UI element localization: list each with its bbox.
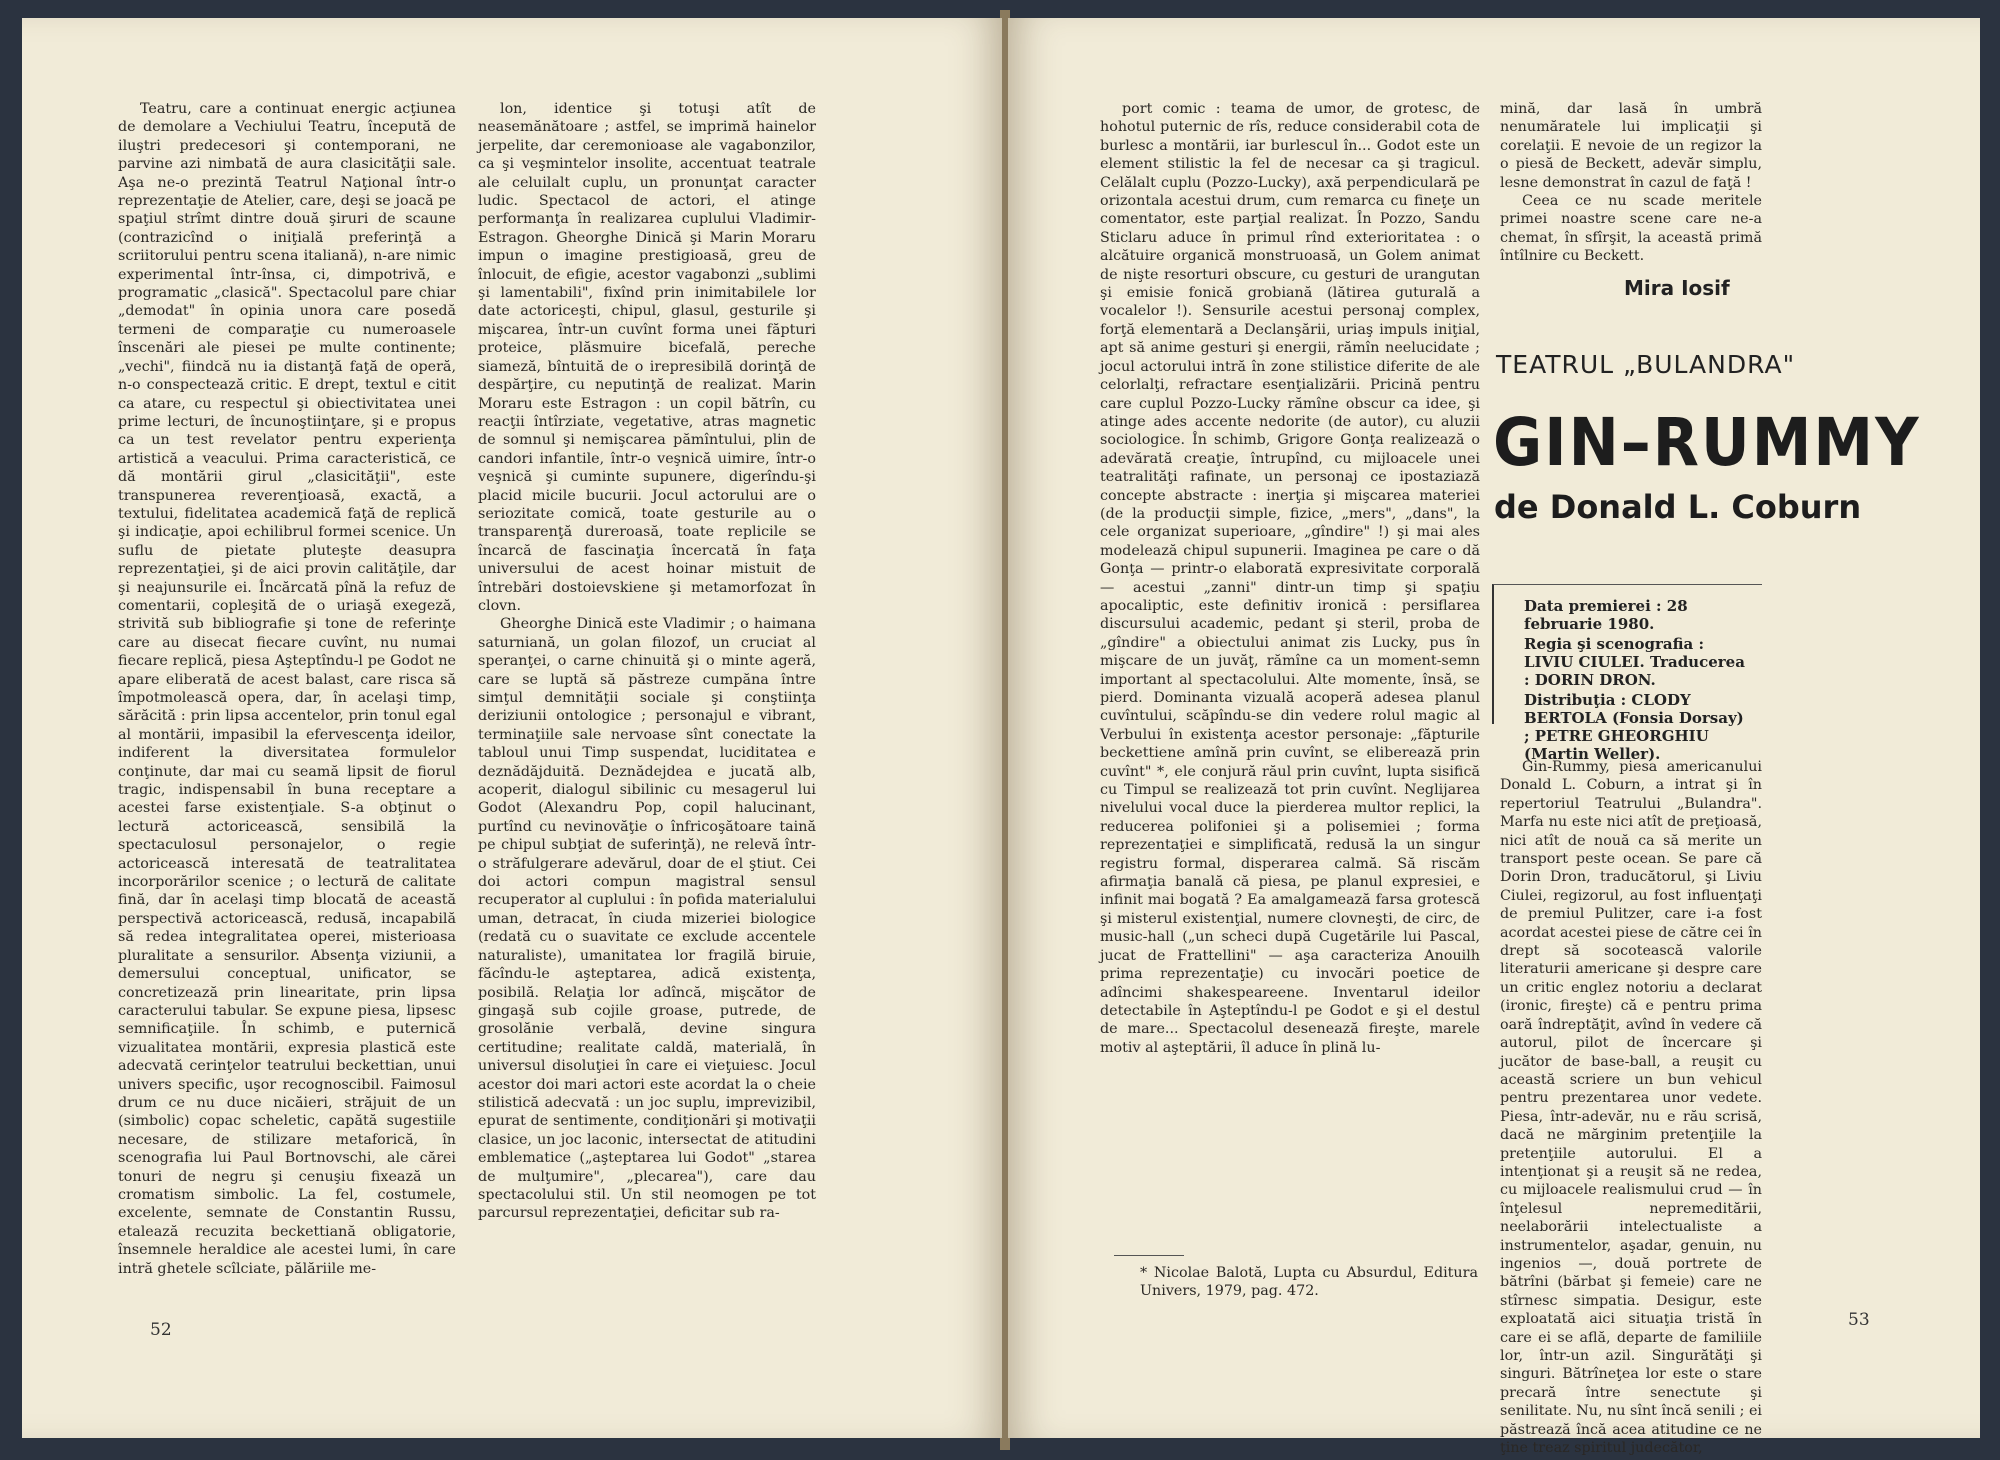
play-title: GIN–RUMMY — [1493, 404, 1921, 482]
right-page — [1008, 18, 1980, 1457]
right-column-1 — [1100, 100, 1480, 1250]
paragraph: Gheorghe Dinică este Vladimir ; o haimana saturniană, un golan filozof, un cruciat al speranţei, o carne chinuită şi o minte ageră, care se luptă să păstreze cumpăna între simţul demnităţii sociale şi conştiinţa deriziunii ontologice ; personajul e vibrant, terminaţiile sale nervoase sînt conectate la tabloul unui Timp suspendat, luciditatea e deznădăjduită. Deznădejdea e jucată alb, acoperit, dialogul sibilinic cu mesagerul lui Godot (Alexandru Pop, copil halucinant, purtînd cu nevinovăţie o înfricoşătoare taină pe chipul subţiat de suferinţă), ne relevă într-o străfulgerare adevărul, doar de el ştiut. Cei doi actori compun magistral sensul recuperator al cuplului : în pofida materialului uman, detracat, în ciuda mizeriei biologice (redată cu o suavitate ce exclude accentele naturaliste), umanitatea lor fragilă biruie, făcîndu-le aşteptarea, adică existenţa, posibilă. Relaţia lor adîncă, mişcător de gingaşă sub cojile groase, putrede, de grosolănie verbală, devine singura certitudine; realitate caldă, materială, în universul disoluţiei în care ei vieţuiesc. Jocul acestor doi mari actori este acordat la o cheie stilistică adecvată : un joc suplu, imprevizibil, epurat de sentimente, condiţionări şi motivaţii clasice, un joc laconic, intersectat de atitudini emblematice („aşteptarea lui Godot" „starea de mulţumire", „plecarea"), care dau spectacolului stil. Un stil neomogen pe tot parcursul reprezentaţiei, deficitar sub ra- — [478, 616, 816, 1222]
cast-credit: Distribuţia : CLODY BERTOLA (Fonsia Dorsay) ; PETRE GHEORGHIU (Martin Weller). — [1524, 691, 1744, 763]
left-page — [22, 18, 1002, 1438]
paragraph: Teatru, care a continuat energic acţiunea de demolare a Vechiului Teatru, începută de iluştri predecesori şi contemporani, ne parvine azi nimbată de aura clasicităţii sale. Aşa ne-o prezintă Teatrul Naţional într-o reprezentaţie de Atelier, care, deşi se joacă pe spaţiul strîmt dintre două şiruri de scaune (contrazicînd o iniţială preferinţă a scriitorului pentru scena italiană), n-are nimic experimental într-însa, ci, dimpotrivă, e programatic „clasică". Spectacolul pare chiar „demodat" în opinia unora care posedă termeni de comparaţie cu numeroasele înscenări ale piesei pe multe continente; „vechi", fiindcă nu ia distanţă faţă de operă, n-o conspectează critic. E drept, textul e citit ca atare, cu respectul şi obiectivitatea unei prime lecturi, de încunoştiinţare, şi e propus ca un test revelator pentru experienţa artistică a veacului. Prima caracteristică, ce dă montării girul „clasicităţii", este transpunerea reverenţioasă, exactă, a textului, fidelitatea academică faţă de replică şi indicaţie, apoi echilibrul formei scenice. Un suflu de pietate pluteşte deasupra reprezentaţiei, şi de aici provin calităţile, dar şi neajunsurile ei. Încărcată pînă la refuz de comentarii, copleşită de o uriaşă exegeză, strivită sub bibliografie şi tone de referinţe care au disecat fiecare cuvînt, nu numai fiecare replică, piesa Aşteptîndu-l pe Godot ne apare eliberată de acest balast, care risca să împotmolească opera, dar, în acelaşi timp, sărăcită : prin lipsa accentelor, prin tonul egal al montării, impasibil la efervescenţa ideilor, indiferent la diversitatea formulelor conţinute, dar mai cu seamă lipsit de fiorul tragic, indispensabil în buna receptare a acestei farse existenţiale. S-a obţinut o lectură actoricească, sensibilă la spectaculosul personajelor, o regie actoricească interesată de teatralitatea incorporărilor scenice ; o lectură de calitate fină, dar în acelaşi timp blocată de această perspectivă actoricească, redusă, incapabilă să redea integralitatea operei, misterioasa pluralitate a sensurilor. Absenţa viziunii, a demersului conceptual, unificator, se concretizează prin linearitate, prin lipsa caracterului tabular. Se expune piesa, lipsesc semnificaţiile. În schimb, e puternică vizualitatea montării, expresia plastică este adecvată cerinţelor teatrului beckettian, unui univers specific, uşor recognoscibil. Faimosul drum ce nu duce nicăieri, străjuit de un (simbolic) copac scheletic, capătă sugestiile necesare, de stilizare metaforică, în scenografia lui Paul Bortnovschi, ale cărei tonuri de negru şi cenuşiu fixează un cromatism simbolic. La fel, costumele, excelente, semnate de Constantin Russu, etalează recuzita beckettiană obligatorie, însemnele heraldice ale acestei lumi, în care intră ghetele scîlciate, pălăriile me- — [118, 101, 456, 1277]
left-column-1 — [118, 100, 456, 1310]
author-signature: Mira Iosif — [1624, 276, 1730, 300]
right-column-2-top — [1500, 100, 1762, 265]
left-column-2 — [478, 100, 816, 1310]
paragraph: Ceea ce nu scade meritele primei noastre scene care ne-a chemat, în sfîrşit, la această primă întîlnire cu Beckett. — [1500, 193, 1762, 265]
page-number-left: 52 — [150, 1320, 172, 1340]
credits-box — [1492, 584, 1762, 763]
paragraph: Gin-Rummy, piesa americanului Donald L. Coburn, a intrat şi în repertoriul Teatrului „Bulandra". Marfa nu este nici atît de preţioasă, nici atît de nouă ca să merite un transport peste ocean. Se pare că Dorin Dron, traducătorul, şi Liviu Ciulei, regizorul, au fost influenţaţi de premiul Pulitzer, care i-a fost acordat acestei piese de către cei în drept să socotească valorile literaturii americane şi despre care un critic englez notoriu a declarat (ironic, fireşte) că e pentru prima oară îndreptăţit, avînd în vedere că autorul, pilot de încercare şi jucător de base-ball, a reuşit cu această scriere un bun vehicul pentru prezentarea unor vedete. Piesa, într-adevăr, nu e rău scrisă, dacă ne mărginim pretenţiile la pretenţiile autorului. El a intenţionat şi a reuşit să ne redea, cu mijloacele realismului crud — în înţelesul nepremeditării, neelaborării intelectualiste a instrumentelor, aşadar, genuin, nu ingenios —, două portrete de bătrîni (bărbat şi femeie) care ne stîrnesc simpatia. Desigur, este exploatată aici situaţia tristă în care ei se află, departe de familiile lor, într-un azil. Singurătăţi şi singuri. Bătrîneţea lor este o stare precară între senectute şi senilitate. Nu, nu sînt încă senili ; ei păstrează încă acea atitudine ce ne ţine treaz spiritul judecător, — [1500, 759, 1762, 1457]
play-author: de Donald L. Coburn — [1494, 488, 1862, 526]
page-number-right: 53 — [1848, 1310, 1870, 1330]
footnote: * Nicolae Balotă, Lupta cu Absurdul, Editura Univers, 1979, pag. 472. — [1140, 1265, 1478, 1300]
paragraph: lon, identice şi totuşi atît de neasemănătoare ; astfel, se imprimă hainelor jerpelite, dar ceremonioase ale vagabonzilor, ca şi veşmintelor insolite, accentuat teatrale ale celuilalt cuplu, un pronunţat caracter ludic. Spectacol de actori, el atinge performanţa în realizarea cuplului Vladimir-Estragon. Gheorghe Dinică şi Marin Moraru impun o imagine prestigioasă, greu de înlocuit, de efigie, acestor vagabonzi „sublimi şi lamentabili", fixînd prin inimitabilele lor date actoriceşti, chipul, glasul, gesturile şi mişcarea, într-un cuvînt forma unei făpturi proteice, plăsmuire bicefală, pereche siameză, bîntuită de o irepresibilă dorinţă de despărţire, cu neputinţă de realizat. Marin Moraru este Estragon : un copil bătrîn, cu reacţii întîrziate, vegetative, atras magnetic de somnul şi nemişcarea pămîntului, plin de candori infantile, într-o veşnică uimire, într-o veşnică şi cuminte supunere, digerîndu-şi placid micile bucurii. Jocul actorului are o seriozitate comică, toate gesturile au o transparenţă dureroasă, toate replicile se încarcă de fascinaţia încercată în faţa universului de acest hoinar mistuit de întrebări dostoievskiene şi metamorfozat în clovn. — [478, 101, 816, 614]
premiere-date: Data premierei : 28 februarie 1980. — [1524, 597, 1688, 633]
footnote-rule — [1114, 1255, 1184, 1256]
right-column-2-bottom — [1500, 758, 1762, 1457]
theatre-heading: TEATRUL „BULANDRA" — [1496, 350, 1796, 379]
direction-credit: Regia şi scenografia : LIVIU CIULEI. Traducerea : DORIN DRON. — [1524, 635, 1745, 689]
paragraph: port comic : teama de umor, de grotesc, de hohotul puternic de rîs, reduce considerabil cota de burlesc a montării, iar burlescul în... Godot este un element stilistic la fel de necesar ca şi tragicul. Celălalt cuplu (Pozzo-Lucky), axă perpendiculară pe orizontala acestui drum, cum remarca cu fineţe un comentator, este parţial realizat. În Pozzo, Sandu Sticlaru aduce în primul rînd exterioritatea : o alcătuire organică monstruoasă, un Golem animat de nişte resorturi obscure, cu gesturi de urangutan şi emisie fonică grobiană (lătirea guturală a vocalelor !). Sensurile acestui personaj complex, forţă elementară a Declanşării, uriaş impuls iniţial, apt să anime gesturi şi energii, rămîn neelucidate ; jocul actorului intră în zone stilistice diferite de ale celorlalţi, refractare esenţializării. Pricină pentru care cuplul Pozzo-Lucky rămîne obscur ca idee, şi atinge ades accente nedorite (de autor), cu aluzii sociologice. În schimb, Grigore Gonţa realizează o adevărată creaţie, întrupînd, cu mijloacele unei teatralităţi rafinate, un personaj ce ipostaziază concepte abstracte : inerţia şi mişcarea materiei (de la producţii simple, fizice, „mers", „dans", la cele organizat superioare, „gîndire" !) şi mai ales modelează chipul supunerii. Imaginea pe care o dă Gonţa — printr-o elaborată expresivitate corporală — acestui „zanni" dintr-un timp şi spaţiu apocaliptic, este definitiv ironică : persiflarea discursului academic, pedant şi steril, proba de „gîndire" a obiectului animat zis Lucky, pus în mişcare de un juvăţ, rămîne ca un moment-semn important al spectacolului. Alte momente, însă, se pierd. Dominanta vizuală acoperă adesea planul cuvîntului, scăpîndu-se din vedere rolul magic al Verbului în existenţa acestor personaje: „făpturile beckettiene amînă prin cuvînt, se eliberează prin cuvînt" *, ele conjură răul prin cuvînt, lupta sisifică cu Timpul se realizează tot prin cuvînt. Neglijarea nivelului vocal duce la pierderea multor replici, la reducerea polifoniei şi a polisemiei ; forma reprezentaţiei e simplificată, redusă la un singur registru formal, disperarea calmă. Să riscăm afirmaţia banală că piesa, pe planul expresiei, e infinit mai bogată ? Ea amalgamează farsa grotescă şi misterul existenţial, numere clovneşti, de circ, de music-hall („un scheci după Cugetările lui Pascal, jucat de Frattellini" — aşa caracteriza Anouilh prima reprezentaţie) cu invocări poetice de adîncimi shakespeareene. Inventarul ideilor detectabile în Aşteptîndu-l pe Godot e şi el destul de mare... Spectacolul desenează fireşte, marele motiv al aşteptării, îl aduce în plină lu- — [1100, 101, 1480, 1056]
paragraph: mină, dar lasă în umbră nenumăratele lui implicaţii şi corelaţii. E nevoie de un regizor la o piesă de Beckett, adevăr simplu, lesne demonstrat în cazul de faţă ! — [1500, 101, 1762, 191]
